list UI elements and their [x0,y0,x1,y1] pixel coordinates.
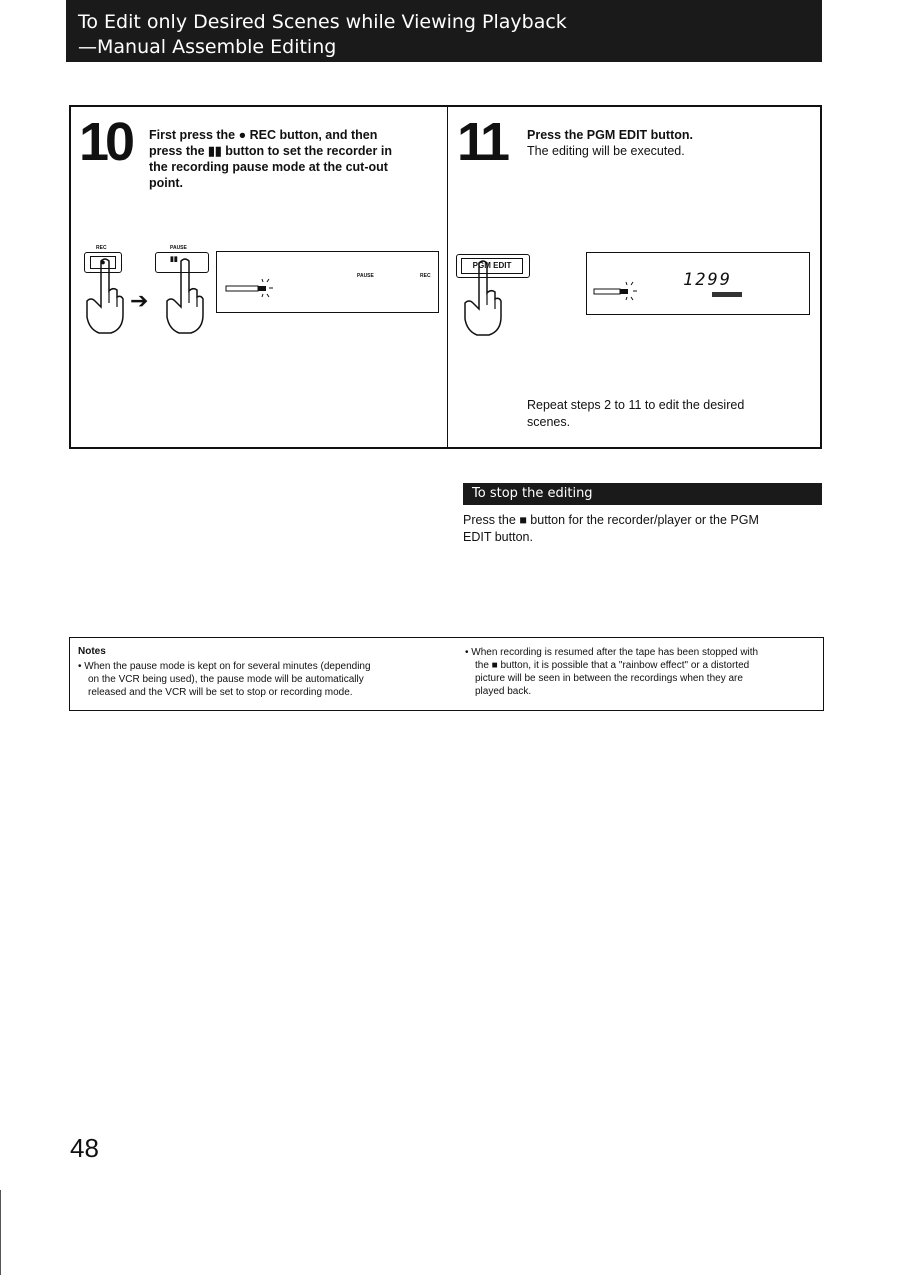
indicator-bar [712,292,742,297]
step-11-line-2: The editing will be executed. [527,144,685,158]
step-10-line-2: press the ▮▮ button to set the recorder in [149,144,392,158]
pause-icon: ▮▮ [170,256,178,263]
note-line: • When recording is resumed after the tape has been stopped with [465,647,759,658]
note-line: • When the pause mode is kept on for several minutes (depending [78,661,371,672]
tape-counter: 1299 [683,270,732,290]
note-line: released and the VCR will be set to stop or recording mode. [88,687,353,698]
pgm-edit-label: PGM EDIT [461,258,523,274]
recorder-display-panel [216,251,439,313]
step-10-line-4: point. [149,176,184,190]
section-header [66,0,822,62]
notes-box [69,637,824,711]
notes-left-column [78,660,371,699]
notes-right-column [465,646,758,698]
note-line: on the VCR being used), the pause mode will be automatically [88,674,364,685]
stop-line-1: Press the ■ button for the recorder/player or the PGM [463,513,759,527]
stop-editing-text [463,512,808,546]
recorder-display-panel [586,252,810,315]
page-edge-line [0,1190,1,1275]
repeat-line-1: Repeat steps 2 to 11 to edit the desired [527,398,745,412]
arrow-icon: ➔ [130,288,149,313]
panel-rec-indicator: REC [420,273,431,279]
note-line: picture will be seen in between the recordings when they are [475,673,743,684]
notes-title: Notes [78,646,106,657]
pressing-hand-icon [83,257,127,337]
pressing-hand-icon [163,257,207,337]
repeat-line-2: scenes. [527,415,571,429]
stop-editing-heading: To stop the editing [463,483,822,505]
stop-line-2: EDIT button. [463,530,533,544]
rec-button-label: REC [96,245,107,251]
rec-icon: ● [90,256,116,269]
note-line: played back. [475,686,532,697]
steps-divider [447,107,448,447]
tape-indicator-icon [225,278,275,300]
header-title: To Edit only Desired Scenes while Viewing Playback [78,11,567,33]
page-number: 48 [70,1133,99,1163]
step-11-instruction [527,127,693,159]
header-subtitle: —Manual Assemble Editing [78,36,337,58]
note-line: the ■ button, it is possible that a "rainbow effect" or a distorted [475,660,750,671]
repeat-instruction [527,397,744,431]
step-11-number: 11 [457,112,507,172]
step-10-number: 10 [79,112,132,172]
step-10-line-3: the recording pause mode at the cut-out [149,160,388,174]
panel-pause-indicator: PAUSE [357,273,374,279]
steps-box [69,105,822,449]
pause-button-label: PAUSE [170,245,187,251]
step-10-instruction [149,127,392,191]
step-11-line-1: Press the PGM EDIT button. [527,128,693,142]
step-10-line-1: First press the ● REC button, and then [149,128,378,142]
tape-indicator-icon [593,281,643,303]
pressing-hand-icon [461,259,505,339]
